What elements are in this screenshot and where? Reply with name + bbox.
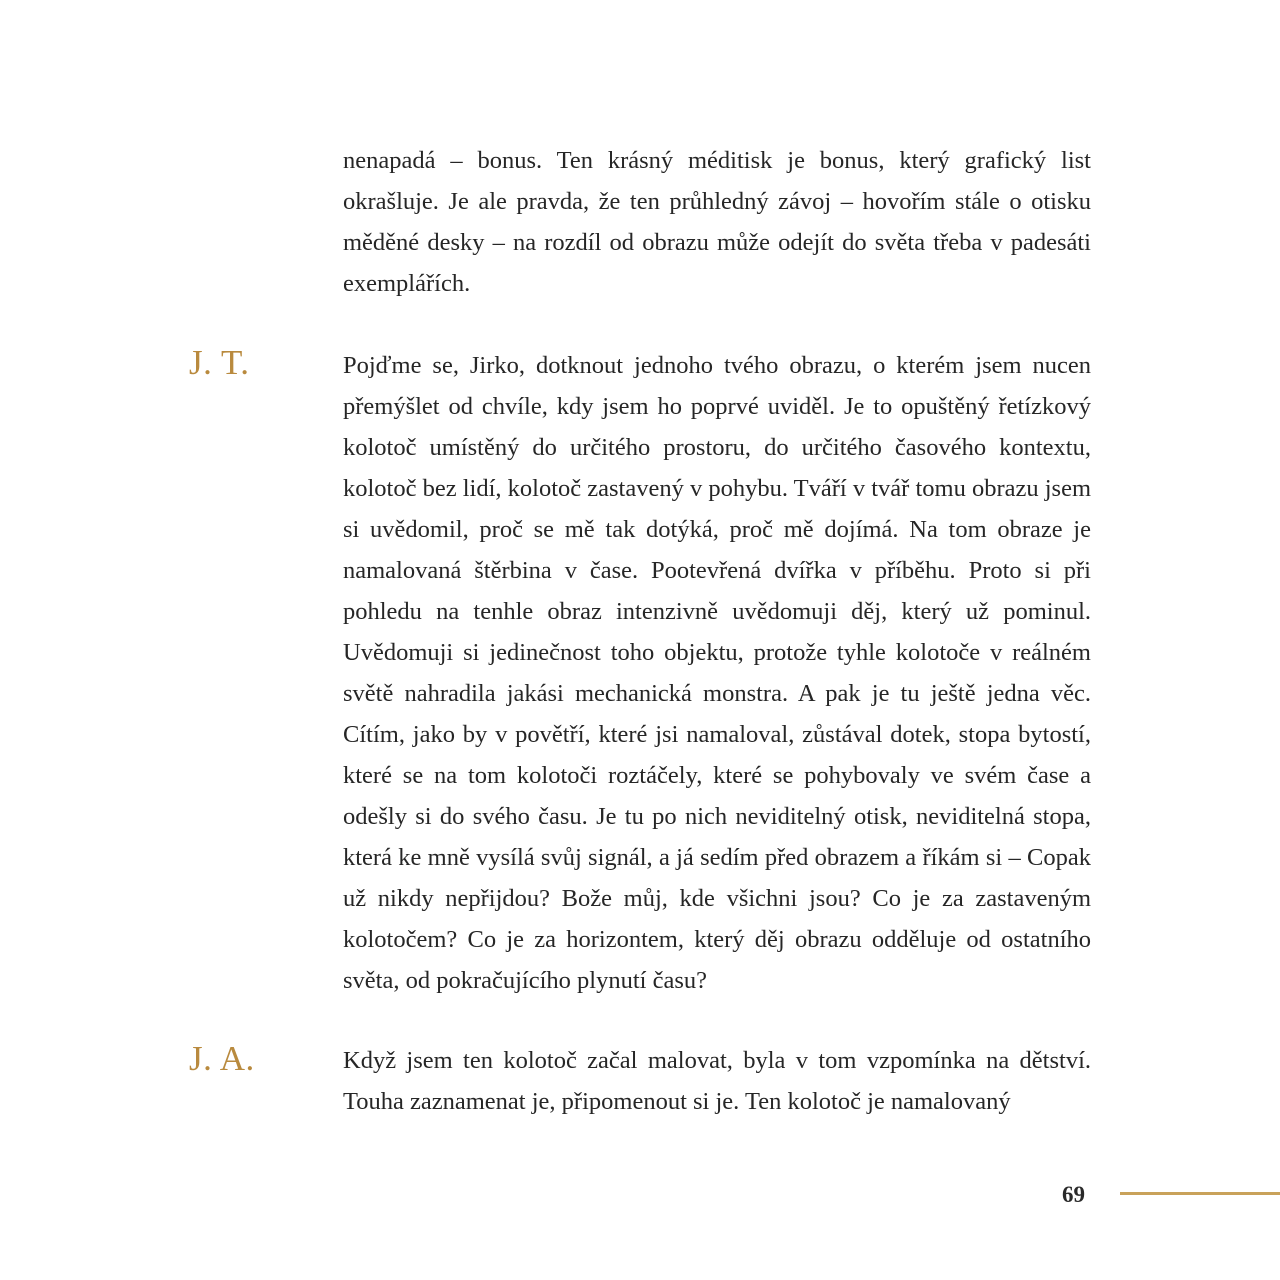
- footer-rule: [1120, 1192, 1280, 1195]
- paragraph-continuation: nenapadá – bonus. Ten krásný méditisk je bonus, který grafický list okrašluje. Je ale pravda, že ten průhledný závoj – hovořím stále o otisku měděné desky – na rozdíl od obrazu může odejít do světa třeba v padesáti exemplářích.: [343, 147, 1091, 297]
- paragraph-ja-answer: Když jsem ten kolotoč začal malovat, byla v tom vzpomínka na dětství. Touha zaznamenat je, připomenout si je. Ten kolotoč je namalovaný: [343, 1047, 1091, 1115]
- page-number: 69: [1062, 1182, 1085, 1207]
- speaker-initials-jt: J. T.: [189, 343, 250, 382]
- paragraph-jt-question: Pojďme se, Jirko, dotknout jednoho tvého obrazu, o kterém jsem nucen přemýšlet od chvíle, kdy jsem ho poprvé uviděl. Je to opuštěný řetízkový kolotoč umístěný do určitého prostoru, do určitého časového kontextu, kolotoč bez lidí, kolotoč zastavený v pohybu. Tváří v tvář tomu obrazu jsem si uvědomil, proč se mě tak dotýká, proč mě dojímá. Na tom obraze je namalovaná štěrbina v čase. Pootevřená dvířka v příběhu. Proto si při pohledu na tenhle obraz intenzivně uvědomuji děj, který už pominul. Uvědomuji si jedinečnost toho objektu, protože tyhle kolotoče v reálném světě nahradila jakási mechanická monstra. A pak je tu ještě jedna věc. Cítím, jako by v povětří, které jsi namaloval, zůstával dotek, stopa bytostí, které se na tom kolotoči roztáčely, které se pohybovaly ve svém čase a odešly si do svého času. Je tu po nich neviditelný otisk, neviditelná stopa, která ke mně vysílá svůj signál, a já sedím před obrazem a říkám si – Copak už nikdy nepřijdou? Bože můj, kde všichni jsou? Co je za zastaveným kolotočem? Co je za horizontem, který děj obrazu odděluje od ostatního světa, od pokračujícího plynutí času?: [343, 352, 1091, 994]
- speaker-initials-ja: J. A.: [189, 1039, 255, 1078]
